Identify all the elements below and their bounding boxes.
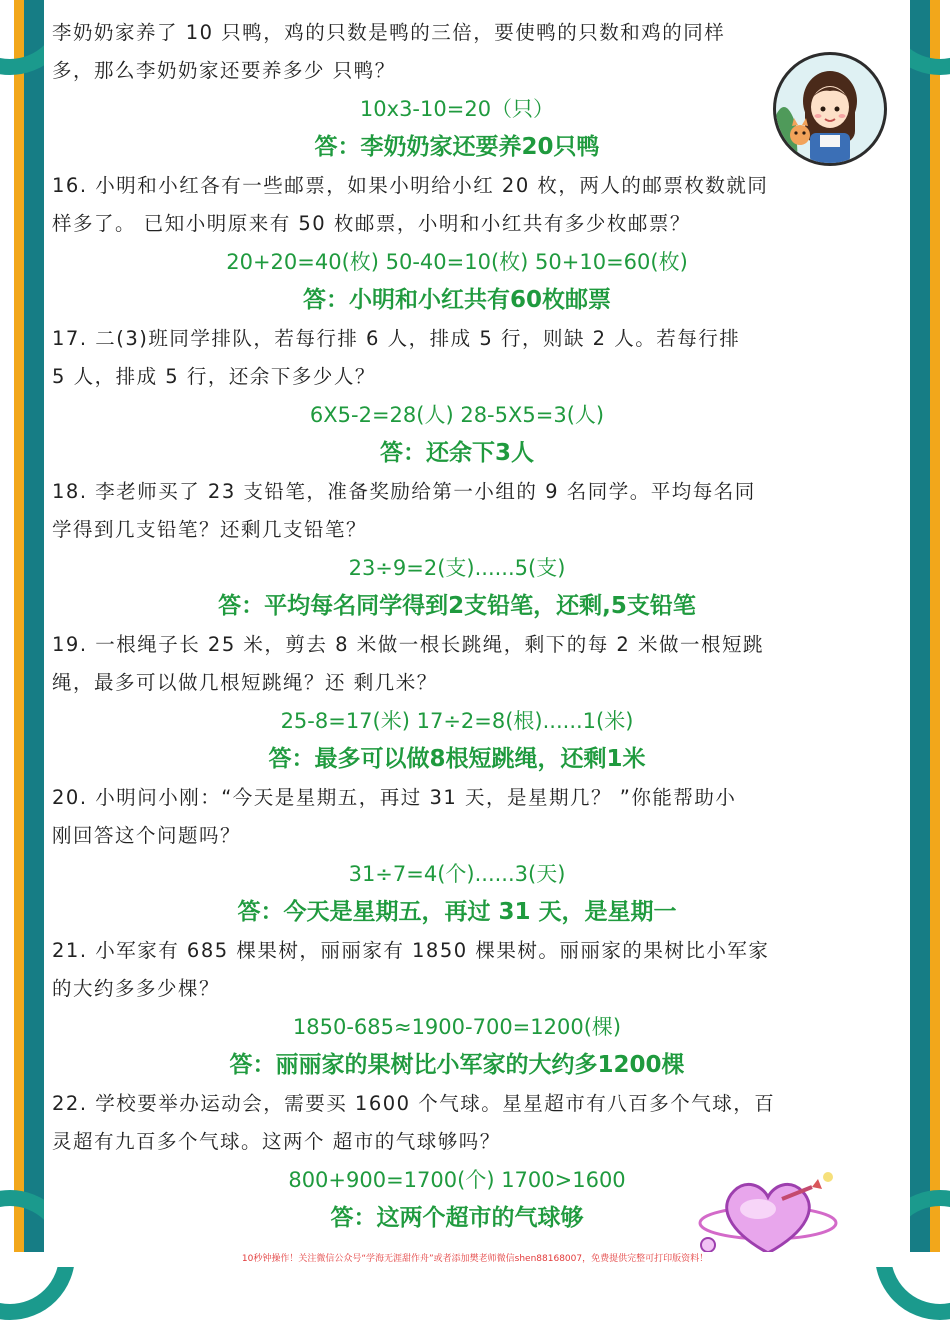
answer-text: 答：小明和小红共有60枚邮票 — [302, 287, 611, 313]
question-line: 学得到几支铅笔？还剩几支铅笔？ — [52, 518, 368, 541]
solution-equation: 800+900=1700(个) 1700>1600 — [288, 1168, 626, 1192]
question-line: 22. 学校要举办运动会，需要买 1600 个气球。星星超市有八百多个气球，百 — [52, 1092, 776, 1115]
problem-20 — [52, 779, 862, 932]
solution-equation: 23÷9=2(支)......5(支) — [348, 556, 566, 580]
question-line: 5 人，排成 5 行，还余下多少人？ — [52, 365, 376, 388]
problem-list — [52, 14, 862, 1238]
right-orange-stripe — [930, 0, 940, 1252]
left-orange-stripe — [14, 0, 24, 1252]
answer-text: 答：这两个超市的气球够 — [330, 1205, 584, 1231]
question-line: 灵超有九百多个气球。这两个 超市的气球够吗？ — [52, 1130, 501, 1153]
solution-equation: 31÷7=4(个)......3(天) — [348, 862, 566, 886]
answer-text: 答：丽丽家的果树比小军家的大约多1200棵 — [229, 1052, 685, 1078]
question-line: 19. 一根绳子长 25 米，剪去 8 米做一根长跳绳，剩下的每 2 米做一根短跳 — [52, 633, 765, 656]
question-line: 样多了。 已知小明原来有 50 枚邮票，小明和小红共有多少枚邮票？ — [52, 212, 691, 235]
left-teal-stripe — [24, 0, 44, 1252]
answer-text: 答：今天是星期五，再过 31 天，是星期一 — [237, 899, 677, 925]
question-line: 18. 李老师买了 23 支铅笔，准备奖励给第一小组的 9 名同学。平均每名同 — [52, 480, 756, 503]
question-line: 17. 二(3)班同学排队，若每行排 6 人，排成 5 行，则缺 2 人。若每行排 — [52, 327, 741, 350]
girl-avatar-illustration — [773, 52, 887, 166]
heart-decoration — [690, 1165, 840, 1260]
solution-equation: 1850-685≈1900-700=1200(棵) — [292, 1015, 622, 1039]
right-teal-stripe — [910, 0, 930, 1252]
solution-equation: 20+20=40(枚) 50-40=10(枚) 50+10=60(枚) — [226, 250, 688, 274]
question-line: 绳，最多可以做几根短跳绳？还 剩几米？ — [52, 671, 438, 694]
question-line: 多，那么李奶奶家还要养多少 只鸭？ — [52, 59, 396, 82]
footer-notice: 10秒钟操作！关注微信公众号“学海无涯甜作舟”或者添加樊老师微信shen88168007，免费提供完整可打印版资料！ — [0, 1252, 950, 1267]
problem-19 — [52, 626, 862, 779]
answer-text: 答：李奶奶家还要养20只鸭 — [314, 134, 600, 160]
answer-text: 答：还余下3人 — [379, 440, 534, 466]
question-line: 的大约多多少棵？ — [52, 977, 221, 1000]
answer-text: 答：平均每名同学得到2支铅笔，还剩,5支铅笔 — [218, 593, 696, 619]
question-line: 刚回答这个问题吗？ — [52, 824, 242, 847]
problem-17 — [52, 320, 862, 473]
problem-16 — [52, 167, 862, 320]
question-line: 21. 小军家有 685 棵果树，丽丽家有 1850 棵果树。丽丽家的果树比小军家 — [52, 939, 770, 962]
problem-21 — [52, 932, 862, 1085]
question-line: 20. 小明问小刚：“今天是星期五，再过 31 天，是星期几？ ”你能帮助小 — [52, 786, 737, 809]
solution-equation: 10x3-10=20（只） — [359, 97, 555, 121]
problem-15 — [52, 14, 862, 167]
solution-equation: 6X5-2=28(人) 28-5X5=3(人) — [309, 403, 605, 427]
question-line: 李奶奶家养了 10 只鸭，鸡的只数是鸭的三倍，要使鸭的只数和鸡的同样 — [52, 21, 726, 44]
problem-18 — [52, 473, 862, 626]
question-line: 16. 小明和小红各有一些邮票，如果小明给小红 20 枚，两人的邮票枚数就同 — [52, 174, 769, 197]
solution-equation: 25-8=17(米) 17÷2=8(根)......1(米) — [280, 709, 634, 733]
answer-text: 答：最多可以做8根短跳绳，还剩1米 — [268, 746, 646, 772]
